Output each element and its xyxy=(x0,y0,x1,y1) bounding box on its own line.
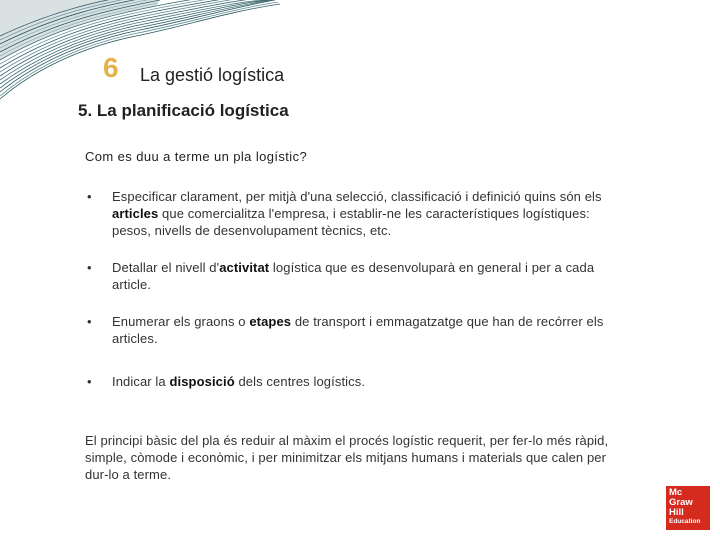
bullet-text-after: que comercialitza l'empresa, i establir-ne les característiques logístiques: pesos, nivells de desenvolupament tècnics, etc. xyxy=(112,206,590,238)
question-text: Com es duu a terme un pla logístic? xyxy=(85,149,308,164)
mcgraw-hill-education-logo xyxy=(666,486,710,530)
list-item xyxy=(85,259,632,293)
closing-paragraph: El principi bàsic del pla és reduir al màxim el procés logístic requerit, per fer-lo més ràpid, simple, còmode i econòmic, i per minimitzar els mitjans humans i materials que calen per dur-lo a terme. xyxy=(85,433,609,482)
chapter-title: La gestió logística xyxy=(140,65,285,85)
list-item xyxy=(85,313,632,347)
bullet-text-before: Especificar clarament, per mitjà d'una selecció, classificació i definició quins són els xyxy=(112,189,602,204)
bullet-text-before: Enumerar els graons o xyxy=(112,314,250,329)
list-item xyxy=(85,373,632,390)
list-item xyxy=(85,188,632,239)
logo-line-graw: Graw xyxy=(669,497,693,508)
bullet-text-after: de transport i emmagatzatge que han de recórrer els articles. xyxy=(112,314,604,346)
bullet-text-after: dels centres logístics. xyxy=(234,374,366,389)
bullet-text-before: Indicar la xyxy=(112,374,170,389)
bullet-keyword: etapes xyxy=(249,314,292,329)
bullet-dot: • xyxy=(87,314,92,329)
bullet-text-after: logística que es desenvoluparà en general i per a cada article. xyxy=(112,260,595,292)
bullet-dot: • xyxy=(87,374,92,389)
bullet-dot: • xyxy=(87,260,92,275)
logo-line-mc: Mc xyxy=(669,487,683,498)
bullet-keyword: articles xyxy=(112,206,159,221)
bullet-keyword: activitat xyxy=(219,260,270,275)
section-heading: 5. La planificació logística xyxy=(78,101,289,120)
logo-line-hill: Hill xyxy=(669,507,684,518)
bullet-text-before: Detallar el nivell d' xyxy=(112,260,220,275)
bullet-keyword: disposició xyxy=(169,374,235,389)
chapter-number: 6 xyxy=(103,52,119,83)
logo-line-education: Education xyxy=(669,518,701,525)
bullet-dot: • xyxy=(87,189,92,204)
